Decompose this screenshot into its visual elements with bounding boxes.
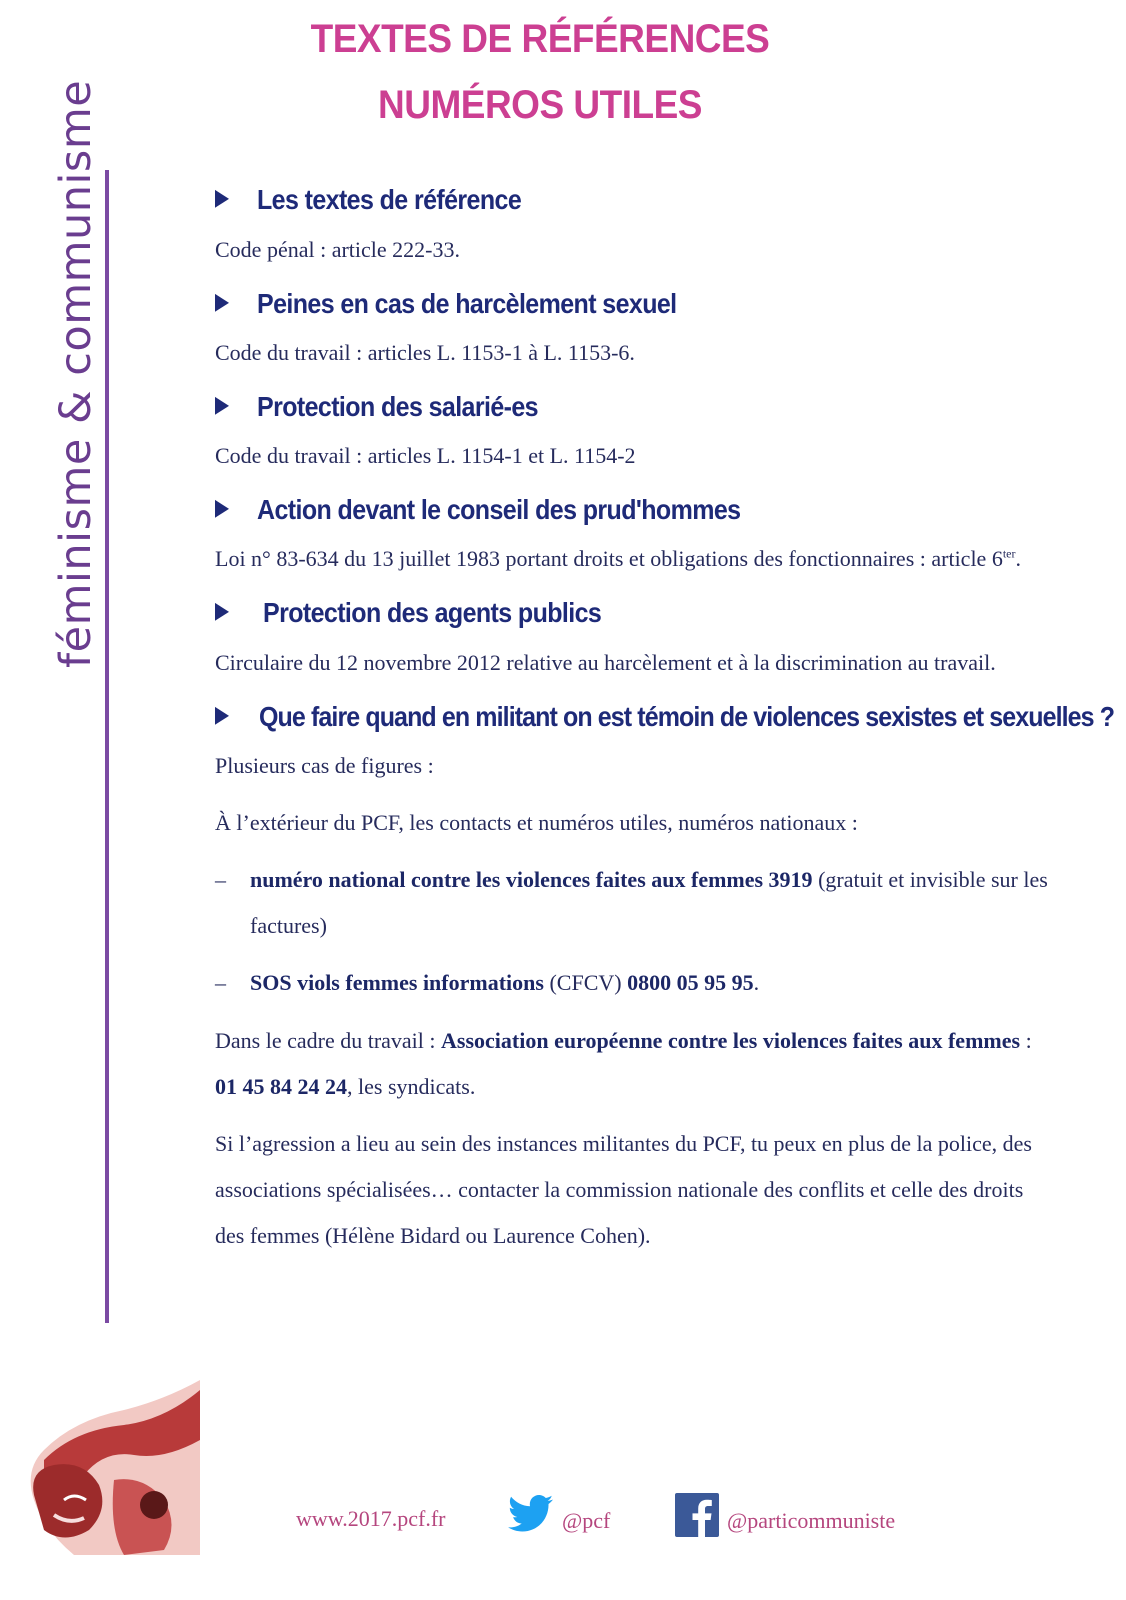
twitter-bird-icon[interactable]	[508, 1495, 554, 1533]
work-context-text: Dans le cadre du travail : Association européenne contre les violences faites aux femmes :	[215, 1028, 1032, 1053]
page-title-line1: TEXTES DE RÉFÉRENCES	[310, 16, 770, 61]
facebook-f-icon[interactable]	[675, 1493, 719, 1537]
facebook-handle-link[interactable]: @particommuniste	[727, 1508, 896, 1533]
section-text-3: Code du travail : articles L. 1154-1 et L. 1154-2	[215, 443, 636, 468]
section-text-1: Code pénal : article 222-33.	[215, 237, 460, 262]
sidebar-divider	[105, 170, 109, 1323]
section-heading-2: Peines en cas de harcèlement sexuel	[215, 288, 677, 320]
section-text-2: Code du travail : articles L. 1153-1 à L. 1153-6.	[215, 340, 635, 365]
pcf-instances-line3: des femmes (Hélène Bidard ou Laurence Cohen).	[215, 1223, 651, 1248]
arrow-bullet-icon	[215, 190, 229, 208]
list-dash: –	[215, 970, 226, 995]
footer-website-link[interactable]: www.2017.pcf.fr	[296, 1506, 446, 1531]
list-item-sos-viols: – SOS viols femmes informations (CFCV) 0800 05 95 95.	[215, 970, 760, 995]
section-heading-5: Protection des agents publics	[215, 597, 601, 629]
list-item-3919-continued: factures)	[250, 913, 327, 938]
list-dash: –	[215, 867, 226, 892]
section-heading-4: Action devant le conseil des prud'hommes	[215, 494, 740, 526]
section-heading-3: Protection des salarié-es	[215, 391, 538, 423]
work-context-number: 01 45 84 24 24, les syndicats.	[215, 1074, 476, 1099]
arrow-bullet-icon	[215, 500, 229, 518]
outside-pcf-text: À l’extérieur du PCF, les contacts et numéros utiles, numéros nationaux :	[215, 810, 858, 835]
twitter-handle-link[interactable]: @pcf	[562, 1508, 611, 1533]
arrow-bullet-icon	[215, 707, 229, 725]
section-heading-6: Que faire quand en militant on est témoin de violences sexistes et sexuelles ?	[215, 701, 1114, 733]
footer-photo	[14, 1380, 200, 1555]
section-text-5: Circulaire du 12 novembre 2012 relative au harcèlement et à la discrimination au travail.	[215, 650, 996, 675]
section-text-4: Loi n° 83-634 du 13 juillet 1983 portant droits et obligations des fonctionnaires : article $6^{ter}$.	[215, 546, 1021, 571]
list-item-3919: – numéro national contre les violences faites aux femmes 3919 (gratuit et invisible sur les	[215, 867, 1048, 892]
sidebar-label: féminisme & communisme	[51, 79, 101, 668]
arrow-bullet-icon	[215, 603, 229, 621]
arrow-bullet-icon	[215, 294, 229, 312]
superscript-ter: ter	[1002, 546, 1016, 561]
arrow-bullet-icon	[215, 397, 229, 415]
pcf-instances-line1: Si l’agression a lieu au sein des instances militantes du PCF, tu peux en plus de la police, des	[215, 1131, 1032, 1156]
page-title-line2: NUMÉROS UTILES	[378, 82, 702, 127]
section-heading-1: Les textes de référence	[215, 184, 521, 216]
pcf-instances-line2: associations spécialisées… contacter la commission nationale des conflits et celle des droits	[215, 1177, 1024, 1202]
intro-text: Plusieurs cas de figures :	[215, 753, 434, 778]
